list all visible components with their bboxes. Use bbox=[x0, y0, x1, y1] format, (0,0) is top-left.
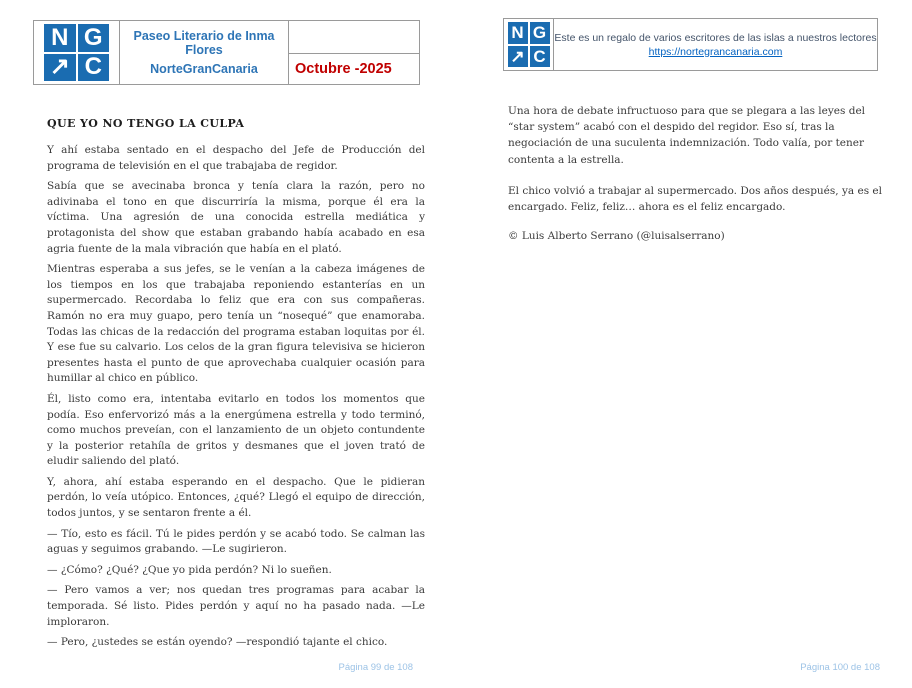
right-header-text-cell bbox=[554, 19, 877, 70]
arrow-up-right-icon: ↗ bbox=[44, 54, 76, 82]
logo-letter-c: C bbox=[78, 54, 110, 82]
story-paragraph: — ¿Cómo? ¿Qué? ¿Que yo pida perdón? Ni lo sueñen. bbox=[47, 563, 332, 576]
left-page-body bbox=[47, 117, 425, 656]
left-header-date-column bbox=[289, 21, 419, 84]
gift-message: Este es un regalo de varios escritores de las islas a nuestros lectores bbox=[554, 31, 877, 44]
right-header-table bbox=[503, 18, 878, 71]
story-paragraph: Una hora de debate infructuoso para que se plegara a las leyes del “star system” acabó con el despido del regidor. Eso sí, tras la negociación de una suculenta indemnización. Todo valía, por tener contenta a la estrella. bbox=[508, 105, 866, 166]
left-header-title-cell bbox=[120, 21, 289, 84]
story-paragraph: Él, listo como era, intentaba evitarlo en todos los momentos que podía. Eso enfervorizó más a la energúmena estrella y todo terminó, como muchos preveían, con el lanzamiento de un objeto contundente y la posterior retahíla de gritos y desmanes que el joven trató de eludir saliendo del plató. bbox=[47, 392, 425, 468]
ngc-logo bbox=[508, 22, 550, 67]
right-logo-cell bbox=[504, 19, 554, 70]
story-paragraph: Mientras esperaba a sus jefes, se le venían a la cabeza imágenes de los tiempos en los que trabajaba reponiendo estanterías en un supermercado. Recordaba lo feliz que era con sus compañeras. Ramón no era muy guapo, pero tenía un “nosequé” que enamoraba. Todas las chicas de la redacción del programa estaban loquitas por él. Y ese fue su calvario. Los celos de la gran figura televisiva se hicieron presentes hasta el punto de que aprovechaba cualquier ocasión para humillar al chico en público. bbox=[47, 263, 425, 385]
author-credit: © Luis Alberto Serrano (@luisalserrano) bbox=[508, 230, 725, 243]
logo-letter-c: C bbox=[530, 46, 550, 68]
header-empty-cell bbox=[289, 21, 419, 54]
right-page-body bbox=[508, 103, 888, 242]
story-paragraph: Sabía que se avecinaba bronca y tenía clara la razón, pero no adivinaba el tono en que discurriría la misma, porque él era la víctima. Una agresión de una conocida estrella mediática y protagonista del show que estaban grabando había acabado en esa agria fuente de la mala vibración que había en el plató. bbox=[47, 180, 425, 255]
logo-letter-n: N bbox=[508, 22, 528, 44]
page-number-right: Página 100 de 108 bbox=[800, 662, 880, 673]
left-logo-cell bbox=[34, 21, 120, 84]
nortegrancanaria-link[interactable]: https://nortegrancanaria.com bbox=[648, 45, 783, 58]
story-title: QUE YO NO TENGO LA CULPA bbox=[47, 117, 245, 130]
arrow-up-right-icon: ↗ bbox=[508, 46, 528, 68]
page-number-left: Página 99 de 108 bbox=[338, 662, 413, 673]
header-date: Octubre -2025 bbox=[295, 61, 392, 77]
story-paragraph: — Tío, esto es fácil. Tú le pides perdón y se acabó todo. Se calman las aguas y seguimos grabando. —Le sugirieron. bbox=[47, 527, 425, 556]
ngc-logo bbox=[44, 24, 109, 81]
logo-letter-n: N bbox=[44, 24, 76, 52]
header-date-cell bbox=[289, 54, 419, 84]
story-paragraph: El chico volvió a trabajar al supermercado. Dos años después, ya es el encargado. Feliz, feliz… ahora es el feliz encargado. bbox=[508, 184, 883, 214]
story-paragraph: Y, ahora, ahí estaba esperando en el despacho. Que le pidieran perdón, lo veía utópico. Entonces, ¿qué? Llegó el equipo de dirección, todos juntos, y se sentaron frente a él. bbox=[47, 475, 425, 520]
left-header-table bbox=[33, 20, 420, 85]
story-paragraph: Y ahí estaba sentado en el despacho del Jefe de Producción del programa de televisión en el que trabajaba de regidor. bbox=[47, 144, 425, 172]
header-title-line2: NorteGranCanaria bbox=[150, 62, 258, 77]
story-paragraph: — Pero vamos a ver; nos quedan tres programas para acabar la temporada. Sé listo. Pides perdón y aquí no ha pasado nada. —Le imploraron. bbox=[47, 584, 425, 628]
header-title-line1: Paseo Literario de Inma Flores bbox=[133, 28, 275, 57]
logo-letter-g: G bbox=[78, 24, 110, 52]
story-paragraph: — Pero, ¿ustedes se están oyendo? —respondió tajante el chico. bbox=[47, 636, 388, 649]
logo-letter-g: G bbox=[530, 22, 550, 44]
